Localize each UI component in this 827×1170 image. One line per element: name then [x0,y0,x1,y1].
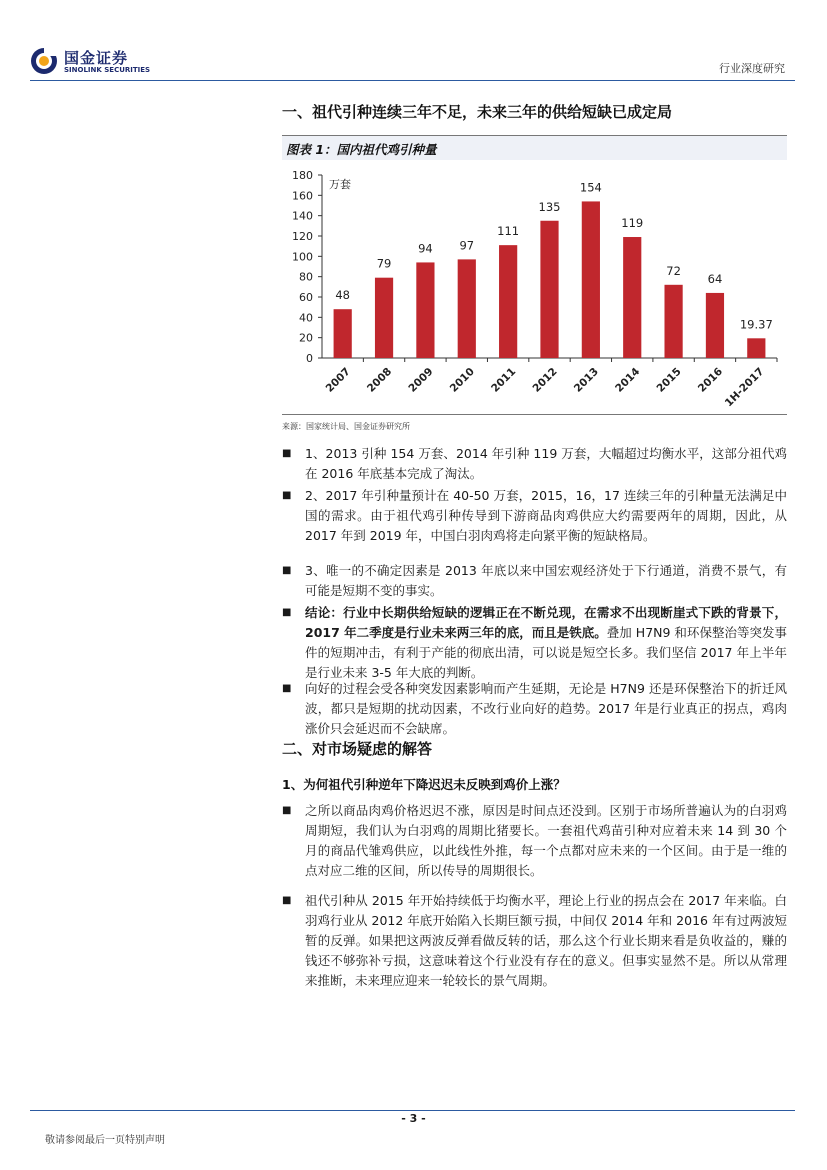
section-heading-1: 一、祖代引种连续三年不足，未来三年的供给短缺已成定局 [282,103,673,121]
y-tick-label: 140 [292,209,313,223]
bars [334,201,766,358]
section-heading-2: 二、对市场疑虑的解答 [282,740,433,758]
x-tick-label: 2015 [654,365,684,395]
company-logo [30,45,160,77]
bar [416,262,434,358]
square-bullet-icon: ■ [282,805,292,816]
bullet-paragraph [282,891,787,991]
x-tick-label: 2007 [323,365,353,395]
conclusion-bold-text: 结论：行业中长期供给短缺的逻辑正在不断兑现，在需求不出现断崖式下跌的背景下，2017 年二季度是行业未来两三年的底，而且是铁底。 [305,605,787,640]
y-tick-label: 60 [299,291,313,304]
data-label: 111 [497,224,520,239]
bar [664,285,682,358]
square-bullet-icon: ■ [282,895,292,906]
y-tick-label: 160 [292,189,313,203]
data-label: 79 [376,256,392,271]
square-bullet-icon: ■ [282,683,292,694]
logo-chinese-name: 国金证券 [64,49,129,67]
page-header [0,0,827,80]
y-unit-label: 万套 [329,178,351,191]
y-tick-label: 0 [306,352,313,365]
chart-svg [282,160,787,412]
x-tick-label: 2012 [530,365,560,395]
bar [706,293,724,358]
header-divider [30,80,795,81]
data-label: 119 [621,216,644,231]
footer-divider [30,1110,795,1111]
data-label: 72 [666,263,681,278]
figure-source: 来源：国家统计局、国金证券研究所 [282,422,410,431]
y-tick-label: 20 [299,331,313,345]
square-bullet-icon: ■ [282,565,292,576]
data-label: 97 [459,238,475,253]
y-tick-label: 80 [299,270,313,284]
x-tick-label: 2008 [365,365,395,395]
data-label: 48 [335,288,351,303]
report-type-label: 行业深度研究 [719,62,785,75]
y-tick-label: 180 [292,169,313,182]
y-tick-label: 40 [299,311,313,325]
bar [623,237,641,358]
paragraph-text: 2、2017 年引种量预计在 40-50 万套，2015，16，17 连续三年的引种量无法满足中国的需求。由于祖代鸡引种传导到下游商品肉鸡供应大约需要两年的周期，因此，从 2017 年到 2019 年，中国白羽肉鸡将走向紧平衡的短缺格局。 [305,488,787,543]
paragraph-text: 向好的过程会受各种突发因素影响而产生延期，无论是 H7N9 还是环保整治下的折迁风波，都只是短期的扰动因素，不改行业向好的趋势。2017 年是行业真正的拐点，鸡肉涨价只会延迟而不会缺席。 [305,681,787,736]
figure-title: 图表 1：国内祖代鸡引种量 [286,142,437,157]
paragraph-text: 之所以商品肉鸡价格迟迟不涨，原因是时间点还没到。区别于市场所普遍认为的白羽鸡周期短，我们认为白羽鸡的周期比猪要长。一套祖代鸡苗引种对应着未来 14 到 30 个月的商品代雏鸡供应，以此线性外推，每一个点都对应未来的一个区间。由于是一维的点对应二维的区间，所以传导的周期很长。 [305,803,787,878]
paragraph-text: 1、2013 引种 154 万套、2014 年引种 119 万套，大幅超过均衡水平，这部分祖代鸡在 2016 年底基本完成了淘汰。 [305,446,787,481]
bar [582,201,600,358]
y-tick-label: 120 [292,230,313,243]
data-label: 19.37 [739,317,773,332]
square-bullet-icon: ■ [282,448,292,459]
bar [334,309,352,358]
paragraph-text: 叠加 H7N9 和环保整治等突发事件的短期冲击，有利于产能的彻底出清，可以说是短空长多。我们坚信 2017 年上半年是行业未来 3-5 年大底的判断。 [305,625,787,680]
subsection-heading: 1、为何祖代引种逆年下降迟迟未反映到鸡价上涨？ [282,777,566,792]
paragraph-text: 祖代引种从 2015 年开始持续低于均衡水平，理论上行业的拐点会在 2017 年来临。白羽鸡行业从 2012 年底开始陷入长期巨额亏损，中间仅 2014 年和 2016 年有过两波短暂的反弹。如果把这两波反弹看做反转的话，那么这个行业长期来看是负收益的，赚的钱还不够弥补亏损，这意味着这个行业没有存在的意义。但事实显然不是。所以从常理来推断，未来理应迎来一轮较长的景气周期。 [305,893,787,988]
y-tick-label: 100 [292,250,313,264]
bar-chart [282,160,787,412]
paragraph-text: 3、唯一的不确定因素是 2013 年底以来中国宏观经济处于下行通道，消费不景气，有可能是短期不变的事实。 [305,563,787,598]
bullet-paragraph [282,444,787,484]
x-tick-label: 2014 [613,365,643,395]
x-tick-label: 2016 [695,365,726,395]
footer-disclaimer: 敬请参阅最后一页特别声明 [45,1135,165,1146]
y-axis [292,169,322,365]
figure-bottom-rule [282,414,787,415]
bullet-paragraph [282,561,787,601]
bar [375,278,393,358]
logo-english-name: SINOLINK SECURITIES [64,66,151,74]
data-label: 64 [707,271,723,286]
bullet-paragraph [282,679,787,739]
x-tick-label: 1H-2017 [722,365,767,410]
bar [499,245,517,358]
x-tick-label: 2010 [447,365,477,395]
x-tick-label: 2009 [406,365,436,395]
bar [747,338,765,358]
data-label: 94 [418,241,433,256]
bullet-paragraph-conclusion [282,603,787,683]
bar [540,221,558,358]
page-number: - 3 - [401,1112,426,1125]
x-tick-label: 2013 [571,365,601,395]
data-label: 135 [538,199,561,214]
bullet-paragraph [282,486,787,546]
x-tick-label: 2011 [489,365,519,395]
sinolink-logo-icon [30,47,58,75]
x-axis [322,358,777,409]
square-bullet-icon: ■ [282,490,292,501]
data-label: 154 [579,180,602,195]
figure-title-bar [282,135,787,160]
square-bullet-icon: ■ [282,607,292,618]
bar [458,259,476,358]
bullet-paragraph [282,801,787,881]
